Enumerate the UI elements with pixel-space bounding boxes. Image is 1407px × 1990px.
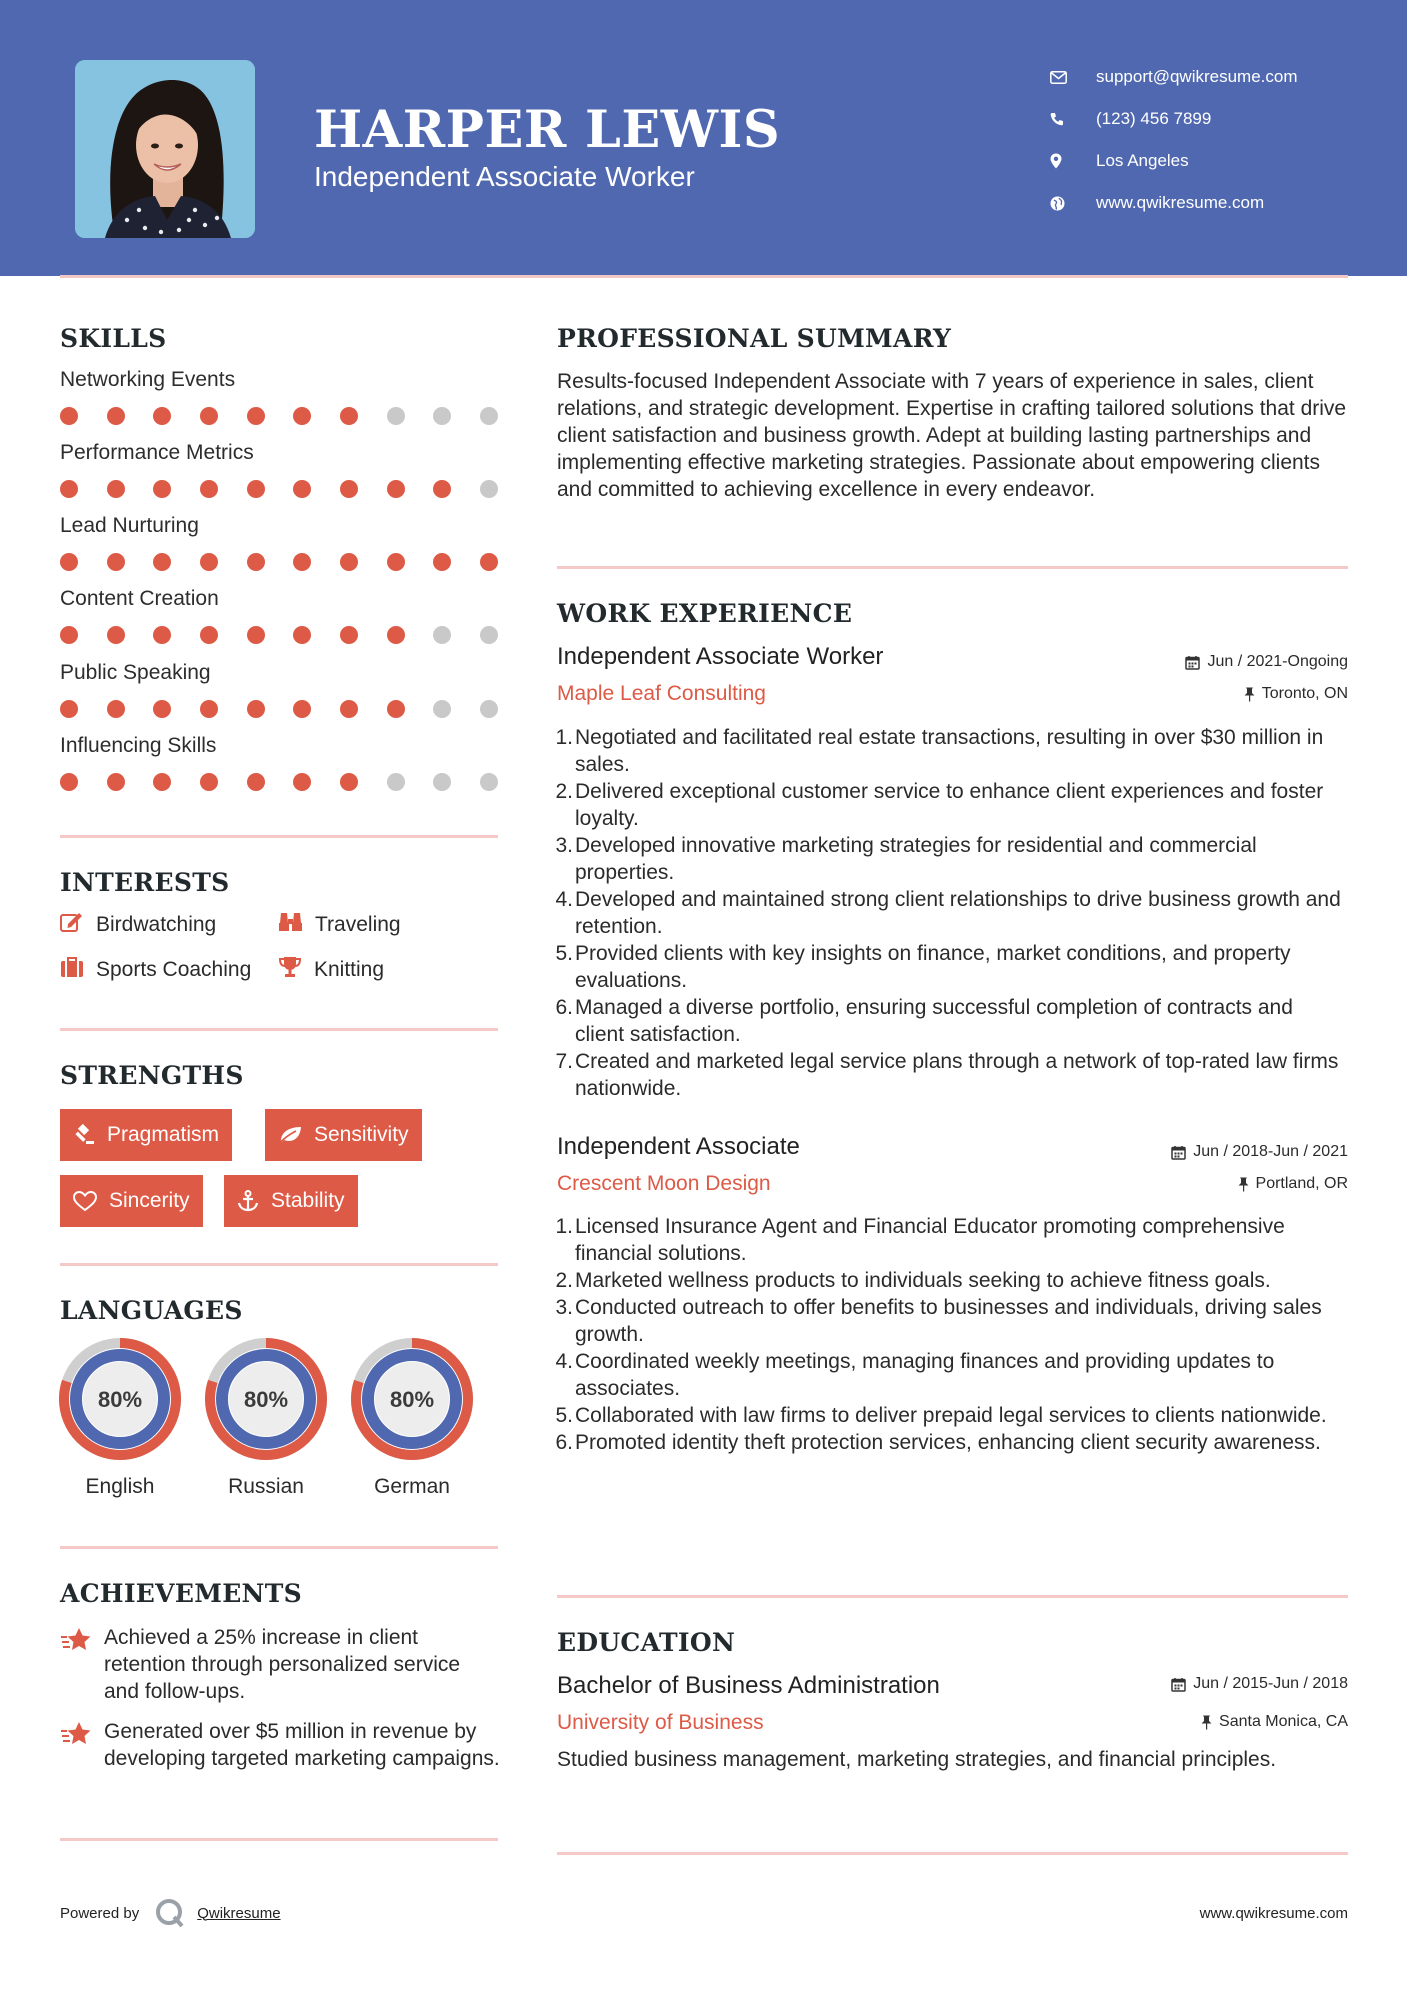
skill-item xyxy=(60,368,498,425)
rating-dot-filled xyxy=(340,773,358,791)
footer-website[interactable]: www.qwikresume.com xyxy=(1199,1905,1348,1922)
rating-dot-filled xyxy=(387,700,405,718)
rating-dot-filled xyxy=(340,553,358,571)
rating-dot-filled xyxy=(107,480,125,498)
rating-dot-filled xyxy=(153,553,171,571)
rating-dot-filled xyxy=(107,407,125,425)
achievement-text: Achieved a 25% increase in client retention through personalized service and follow-ups. xyxy=(104,1626,461,1703)
education-location-text: Santa Monica, CA xyxy=(1219,1713,1348,1730)
language-item xyxy=(58,1337,182,1499)
education-description: Studied business management, marketing strategies, and financial principles. xyxy=(557,1748,1277,1771)
rating-dot-empty xyxy=(480,407,498,425)
achievement-item xyxy=(60,1718,500,1772)
job-dates-text: Jun / 2018-Jun / 2021 xyxy=(1193,1143,1348,1160)
binoculars-icon xyxy=(278,911,303,938)
job-location-text: Toronto, ON xyxy=(1261,685,1348,702)
globe-icon xyxy=(1050,196,1080,211)
rating-dot-filled xyxy=(247,773,265,791)
language-ring xyxy=(204,1337,328,1461)
job-dates xyxy=(1171,1143,1348,1161)
rating-dot-filled xyxy=(340,626,358,644)
skill-name: Lead Nurturing xyxy=(60,514,199,537)
strength-label: Pragmatism xyxy=(107,1123,220,1146)
gavel-icon xyxy=(73,1124,95,1146)
phone-icon xyxy=(1050,112,1080,126)
skill-item xyxy=(60,661,498,718)
list-item: 4. Developed and maintained strong client relationships to drive business growth and retention. xyxy=(555,888,1341,938)
rating-dot-filled xyxy=(153,480,171,498)
strength-label: Stability xyxy=(271,1189,345,1212)
strength-tag xyxy=(265,1109,422,1161)
rating-dot-filled xyxy=(433,553,451,571)
education-location xyxy=(1201,1713,1348,1731)
rating-dot-filled xyxy=(60,407,78,425)
job-title: Independent Associate xyxy=(557,1133,800,1160)
pushpin-icon xyxy=(1238,1177,1249,1192)
section-divider xyxy=(60,1263,498,1266)
education-dates-text: Jun / 2015-Jun / 2018 xyxy=(1193,1675,1348,1692)
contact-email-text: support@qwikresume.com xyxy=(1096,67,1298,86)
language-ring xyxy=(58,1337,182,1461)
rating-dot-filled xyxy=(247,553,265,571)
pushpin-icon xyxy=(1244,687,1255,702)
contact-location-text: Los Angeles xyxy=(1096,151,1189,170)
candidate-title: Independent Associate Worker xyxy=(314,161,695,192)
rating-dot-filled xyxy=(60,553,78,571)
skill-rating xyxy=(60,553,498,571)
interest-label: Traveling xyxy=(315,912,401,936)
pushpin-icon xyxy=(1201,1715,1212,1730)
list-item: 4. Coordinated weekly meetings, managing finances and providing updates to associates. xyxy=(555,1350,1275,1400)
strength-label: Sincerity xyxy=(109,1189,190,1212)
rating-dot-filled xyxy=(200,553,218,571)
rating-dot-filled xyxy=(387,480,405,498)
rating-dot-filled xyxy=(433,480,451,498)
job-company: Maple Leaf Consulting xyxy=(557,682,766,705)
rating-dot-filled xyxy=(387,626,405,644)
language-name: Russian xyxy=(228,1475,304,1498)
footer-branding xyxy=(60,1898,281,1928)
briefcase-icon xyxy=(60,956,84,983)
rating-dot-empty xyxy=(387,773,405,791)
strength-tag xyxy=(224,1175,358,1227)
skill-rating xyxy=(60,773,498,791)
skill-name: Networking Events xyxy=(60,368,236,391)
qwikresume-logo-icon xyxy=(155,1898,185,1928)
job-location xyxy=(1238,1175,1348,1193)
rating-dot-filled xyxy=(153,626,171,644)
list-item: 2. Delivered exceptional customer service to enhance client experiences and foster loyalty. xyxy=(555,780,1324,830)
rating-dot-filled xyxy=(340,407,358,425)
rating-dot-filled xyxy=(293,553,311,571)
rating-dot-filled xyxy=(60,626,78,644)
contact-email[interactable] xyxy=(1050,56,1298,98)
rating-dot-empty xyxy=(480,480,498,498)
skill-rating xyxy=(60,626,498,644)
skill-name: Public Speaking xyxy=(60,661,211,684)
section-divider xyxy=(60,1028,498,1031)
job-location xyxy=(1244,685,1348,703)
rating-dot-filled xyxy=(107,626,125,644)
job-bullets xyxy=(557,1213,1347,1456)
language-percent: 80% xyxy=(243,1387,289,1412)
language-name: German xyxy=(374,1475,450,1498)
resume-header xyxy=(0,0,1407,276)
achievements-heading: ACHIEVEMENTS xyxy=(60,1579,302,1608)
section-divider xyxy=(60,835,498,838)
language-item xyxy=(204,1337,328,1499)
list-item: 7. Created and marketed legal service plans through a network of top-rated law firms nationwide. xyxy=(555,1050,1339,1100)
list-item: 5. Provided clients with key insights on finance, market conditions, and property evaluations. xyxy=(555,942,1291,992)
summary-text: Results-focused Independent Associate with 7 years of experience in sales, client relations, and strategic development. Expertise in crafting tailored solutions that drive client satisfaction and business growth. Adept at building lasting partnerships and implementing effective marketing strategies. Passionate about empowering clients and committed to achieving excellence in every endeavor. xyxy=(557,370,1347,501)
list-item: 6. Managed a diverse portfolio, ensuring successful completion of contracts and client satisfaction. xyxy=(555,996,1293,1046)
rating-dot-filled xyxy=(340,700,358,718)
anchor-icon xyxy=(237,1190,259,1212)
list-item: 1. Licensed Insurance Agent and Financial Educator promoting comprehensive financial solutions. xyxy=(555,1215,1285,1265)
rating-dot-filled xyxy=(387,553,405,571)
section-divider xyxy=(60,1546,498,1549)
interest-label: Knitting xyxy=(314,957,385,981)
rating-dot-filled xyxy=(153,700,171,718)
education-heading: EDUCATION xyxy=(557,1628,736,1657)
list-item: 6. Promoted identity theft protection services, enhancing client security awareness. xyxy=(555,1431,1321,1454)
rating-dot-empty xyxy=(480,773,498,791)
rating-dot-filled xyxy=(293,700,311,718)
achievement-text: Generated over $5 million in revenue by developing targeted marketing campaigns. xyxy=(104,1720,500,1770)
rating-dot-filled xyxy=(107,773,125,791)
interest-item xyxy=(278,956,384,983)
contact-list xyxy=(1050,56,1298,224)
rating-dot-empty xyxy=(433,626,451,644)
qwikresume-link[interactable]: Qwikresume xyxy=(197,1904,281,1922)
job-dates-text: Jun / 2021-Ongoing xyxy=(1207,653,1348,670)
interest-item xyxy=(278,911,401,938)
rating-dot-filled xyxy=(107,553,125,571)
interests-heading: INTERESTS xyxy=(60,868,230,897)
section-divider xyxy=(557,1852,1348,1855)
job-title: Independent Associate Worker xyxy=(557,643,884,670)
rating-dot-filled xyxy=(293,480,311,498)
language-name: English xyxy=(85,1475,155,1498)
skill-item xyxy=(60,587,498,644)
trophy-icon xyxy=(278,956,302,983)
school-name: University of Business xyxy=(557,1711,764,1734)
strengths-heading: STRENGTHS xyxy=(60,1061,244,1090)
rating-dot-empty xyxy=(433,700,451,718)
list-item: 2. Marketed wellness products to individuals seeking to achieve fitness goals. xyxy=(555,1269,1271,1292)
interest-label: Birdwatching xyxy=(96,912,217,936)
rating-dot-filled xyxy=(340,480,358,498)
rating-dot-filled xyxy=(153,407,171,425)
language-item xyxy=(350,1337,474,1499)
rating-dot-empty xyxy=(433,407,451,425)
job-company: Crescent Moon Design xyxy=(557,1172,771,1195)
achievement-item xyxy=(60,1624,500,1705)
calendar-icon xyxy=(1171,1677,1186,1692)
map-pin-icon xyxy=(1050,153,1080,169)
powered-by-text: Powered by xyxy=(60,1904,140,1922)
skills-heading: SKILLS xyxy=(60,324,167,353)
skill-item xyxy=(60,734,498,791)
rating-dot-filled xyxy=(107,700,125,718)
rating-dot-filled xyxy=(200,407,218,425)
strength-tag xyxy=(60,1175,203,1227)
interest-item xyxy=(60,956,251,983)
calendar-icon xyxy=(1171,1145,1186,1160)
list-item: 5. Collaborated with law firms to deliver prepaid legal services to clients nationwide. xyxy=(555,1404,1327,1427)
skill-name: Influencing Skills xyxy=(60,734,217,757)
skill-name: Content Creation xyxy=(60,587,219,610)
skill-item xyxy=(60,514,498,571)
language-ring xyxy=(350,1337,474,1461)
skill-rating xyxy=(60,480,498,498)
language-percent: 80% xyxy=(389,1387,435,1412)
interest-label: Sports Coaching xyxy=(96,957,252,981)
skill-rating xyxy=(60,407,498,425)
header-divider xyxy=(60,275,1348,278)
rating-dot-filled xyxy=(480,553,498,571)
degree-title: Bachelor of Business Administration xyxy=(557,1672,940,1699)
job-location-text: Portland, OR xyxy=(1255,1175,1348,1192)
rating-dot-filled xyxy=(293,626,311,644)
rating-dot-filled xyxy=(247,700,265,718)
skill-name: Performance Metrics xyxy=(60,441,254,464)
contact-phone[interactable] xyxy=(1050,98,1298,140)
work-heading: WORK EXPERIENCE xyxy=(557,599,853,628)
rating-dot-filled xyxy=(293,773,311,791)
education-dates xyxy=(1171,1675,1348,1693)
list-item: 3. Conducted outreach to offer benefits to businesses and individuals, driving sales growth. xyxy=(555,1296,1322,1346)
rating-dot-filled xyxy=(200,480,218,498)
rating-dot-filled xyxy=(247,480,265,498)
candidate-name: HARPER LEWIS xyxy=(314,100,781,160)
rating-dot-filled xyxy=(247,407,265,425)
skill-rating xyxy=(60,700,498,718)
edit-icon xyxy=(60,911,84,938)
job-bullets xyxy=(557,724,1347,1102)
section-divider xyxy=(60,1838,498,1841)
rating-dot-filled xyxy=(60,700,78,718)
profile-photo xyxy=(75,60,255,238)
rating-dot-filled xyxy=(200,700,218,718)
rating-dot-filled xyxy=(153,773,171,791)
rating-dot-filled xyxy=(200,773,218,791)
rating-dot-empty xyxy=(433,773,451,791)
contact-phone-text: (123) 456 7899 xyxy=(1096,109,1212,128)
strength-tag xyxy=(60,1109,232,1161)
contact-location xyxy=(1050,140,1298,182)
list-item: 1. Negotiated and facilitated real estate transactions, resulting in over $30 million in sales. xyxy=(555,726,1324,776)
calendar-icon xyxy=(1185,655,1200,670)
star-icon xyxy=(60,1718,104,1772)
languages-heading: LANGUAGES xyxy=(60,1296,243,1325)
skill-item xyxy=(60,441,498,498)
interest-item xyxy=(60,911,216,938)
rating-dot-filled xyxy=(60,773,78,791)
contact-website[interactable] xyxy=(1050,182,1298,224)
rating-dot-empty xyxy=(480,700,498,718)
rating-dot-empty xyxy=(480,626,498,644)
heart-icon xyxy=(73,1191,97,1212)
leaf-icon xyxy=(278,1125,302,1145)
contact-website-text: www.qwikresume.com xyxy=(1096,193,1265,212)
rating-dot-empty xyxy=(387,407,405,425)
list-item: 3. Developed innovative marketing strategies for residential and commercial properties. xyxy=(555,834,1257,884)
rating-dot-filled xyxy=(60,480,78,498)
strength-label: Sensitivity xyxy=(314,1123,409,1146)
rating-dot-filled xyxy=(200,626,218,644)
job-dates xyxy=(1185,653,1348,671)
section-divider xyxy=(557,1595,1348,1598)
language-percent: 80% xyxy=(97,1387,143,1412)
rating-dot-filled xyxy=(247,626,265,644)
section-divider xyxy=(557,566,1348,569)
rating-dot-filled xyxy=(293,407,311,425)
star-icon xyxy=(60,1624,104,1705)
summary-heading: PROFESSIONAL SUMMARY xyxy=(557,324,952,353)
envelope-icon xyxy=(1050,71,1080,84)
